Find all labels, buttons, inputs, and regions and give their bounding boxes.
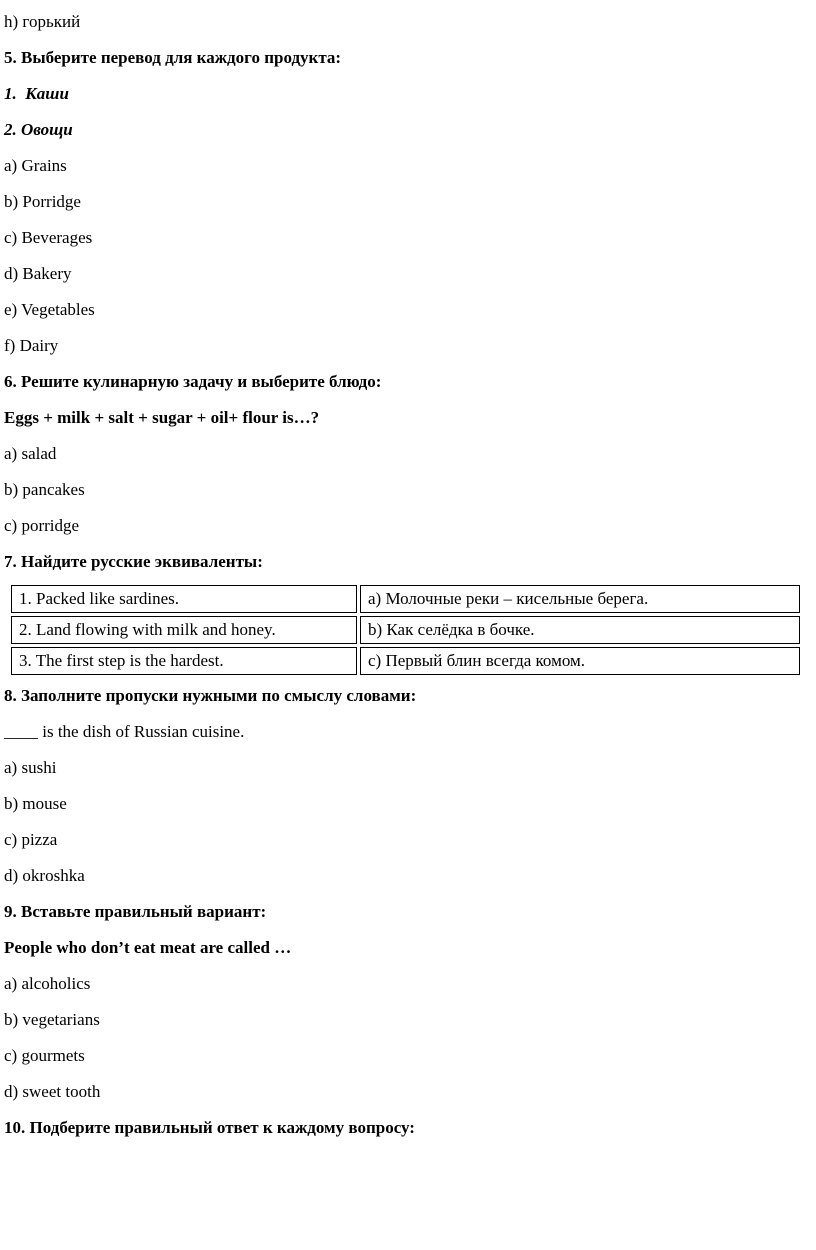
match-left-1: 1. Packed like sardines. xyxy=(11,585,357,613)
q5-item-1: 1. Каши xyxy=(4,84,69,103)
q5-option-b: b) Porridge xyxy=(4,192,81,211)
question-10-title: 10. Подберите правильный ответ к каждому вопросу: xyxy=(4,1118,415,1137)
q5-option-a: a) Grains xyxy=(4,156,67,175)
q8-option-a: a) sushi xyxy=(4,758,57,777)
q5-item-2: 2. Овощи xyxy=(4,120,73,139)
table-row xyxy=(11,585,800,613)
question-6-title: 6. Решите кулинарную задачу и выберите блюдо: xyxy=(4,372,382,391)
q9-option-b: b) vegetarians xyxy=(4,1010,100,1029)
question-8-title: 8. Заполните пропуски нужными по смыслу словами: xyxy=(4,686,417,705)
table-row xyxy=(11,647,800,675)
match-right-a: a) Молочные реки – кисельные берега. xyxy=(360,585,800,613)
q9-prompt: People who don’t eat meat are called … xyxy=(4,938,292,957)
question-5-title: 5. Выберите перевод для каждого продукта: xyxy=(4,48,342,67)
q8-option-c: c) pizza xyxy=(4,830,58,849)
leftover-option-h: h) горький xyxy=(4,12,81,31)
q9-option-c: c) gourmets xyxy=(4,1046,85,1065)
q5-option-d: d) Bakery xyxy=(4,264,72,283)
q6-prompt: Eggs + milk + salt + sugar + oil+ flour is…? xyxy=(4,408,320,427)
question-7-title: 7. Найдите русские эквиваленты: xyxy=(4,552,263,571)
matching-table xyxy=(8,582,803,678)
q6-option-b: b) pancakes xyxy=(4,480,85,499)
q8-prompt: ____ is the dish of Russian cuisine. xyxy=(4,722,245,741)
q5-option-f: f) Dairy xyxy=(4,336,59,355)
q8-option-b: b) mouse xyxy=(4,794,67,813)
match-left-2: 2. Land flowing with milk and honey. xyxy=(11,616,357,644)
match-left-3: 3. The first step is the hardest. xyxy=(11,647,357,675)
q9-option-d: d) sweet tooth xyxy=(4,1082,101,1101)
q5-option-c: c) Beverages xyxy=(4,228,93,247)
q5-option-e: e) Vegetables xyxy=(4,300,95,319)
q6-option-c: c) porridge xyxy=(4,516,80,535)
q8-option-d: d) okroshka xyxy=(4,866,85,885)
q6-option-a: a) salad xyxy=(4,444,57,463)
q9-option-a: a) alcoholics xyxy=(4,974,91,993)
table-row xyxy=(11,616,800,644)
match-right-c: c) Первый блин всегда комом. xyxy=(360,647,800,675)
question-9-title: 9. Вставьте правильный вариант: xyxy=(4,902,267,921)
match-right-b: b) Как селёдка в бочке. xyxy=(360,616,800,644)
